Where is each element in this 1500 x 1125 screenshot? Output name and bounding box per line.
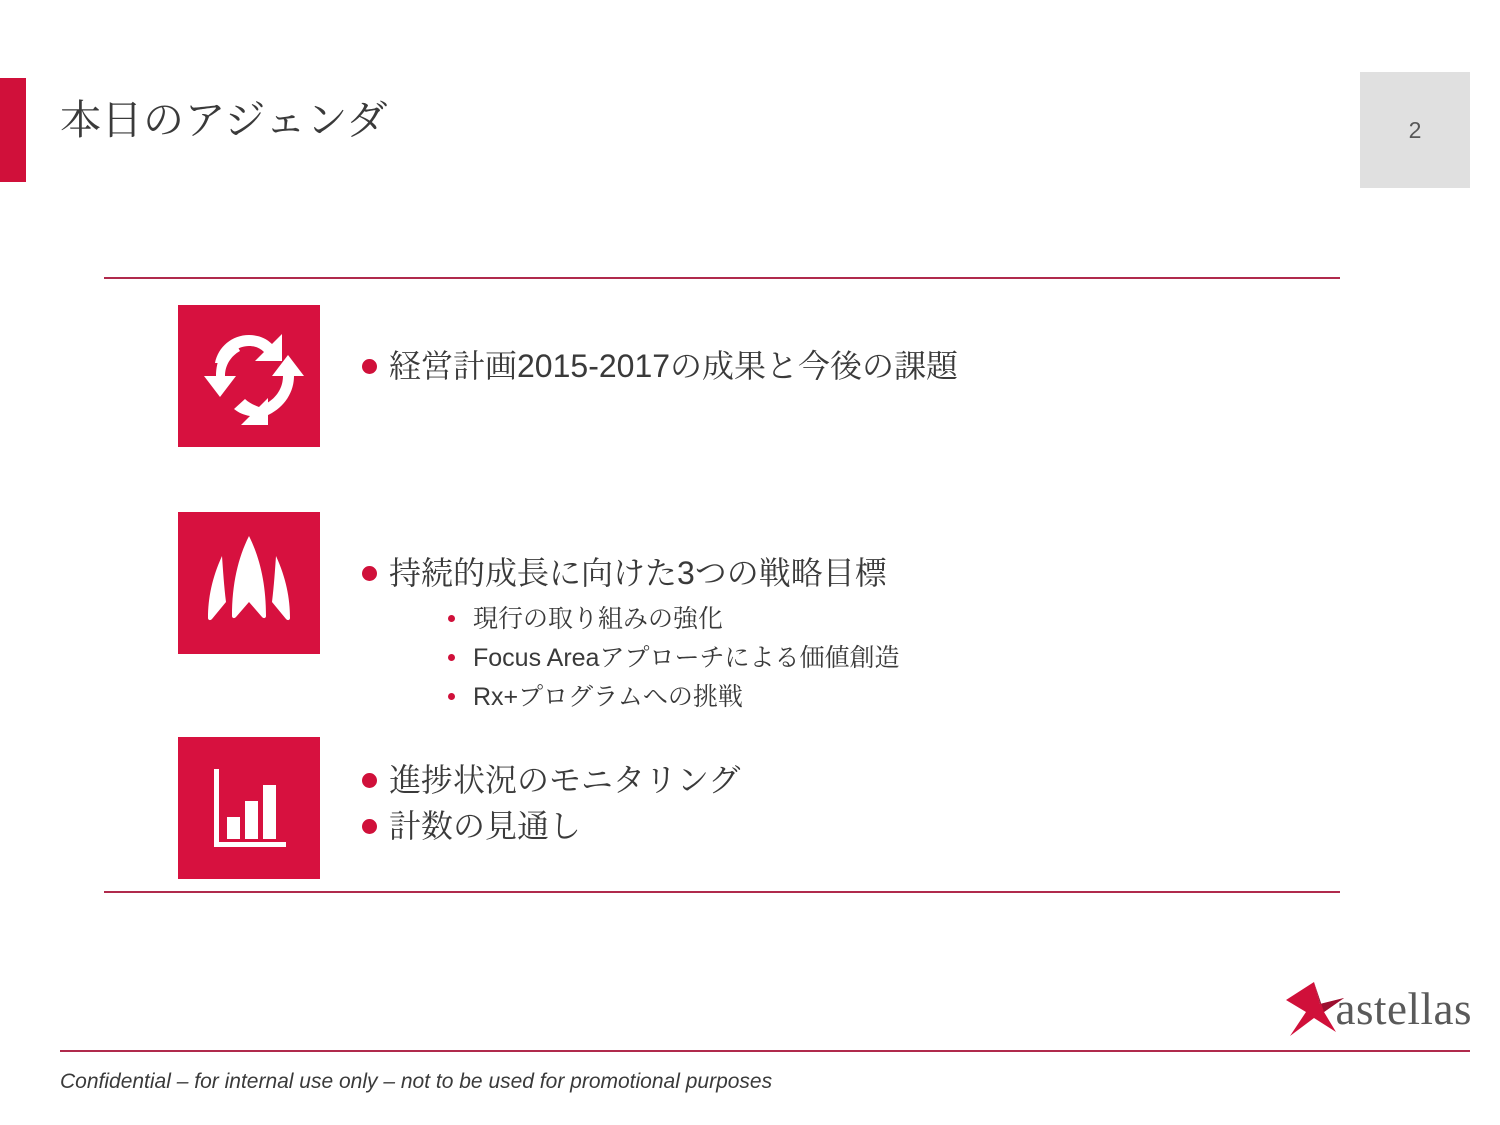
agenda-row-2-text [362, 512, 899, 717]
sub-bullet-dot-icon [448, 654, 455, 661]
agenda-bullet-label: 進捗状況のモニタリング [389, 762, 741, 798]
agenda-bullet [362, 757, 740, 803]
sub-item-label: 現行の取り組みの強化 [473, 605, 724, 634]
list-item [448, 600, 899, 639]
footer-note: Confidential – for internal use only – not to be used for promotional purposes [60, 1070, 773, 1093]
agenda-row-3 [104, 737, 1344, 879]
agenda-bullet-label: 計数の見通し [389, 808, 582, 845]
page-title: 本日のアジェンダ [60, 97, 388, 143]
agenda-bullet [362, 803, 740, 849]
divider-top [104, 277, 1340, 279]
agenda-bullet [362, 550, 899, 596]
agenda-sub-list [448, 600, 899, 716]
footer-divider [60, 1050, 1470, 1052]
list-item [448, 639, 899, 678]
arrows-up-icon [178, 512, 320, 654]
divider-bottom [104, 891, 1340, 893]
sub-item-label: Rx+プログラムへの挑戦 [473, 682, 743, 711]
agenda-bullet [362, 343, 958, 389]
bullet-dot-icon [362, 566, 377, 581]
astellas-logo [1284, 980, 1472, 1038]
list-item [448, 678, 899, 717]
bullet-dot-icon [362, 773, 377, 788]
agenda-bullet-label: 持続的成長に向けた3つの戦略目標 [389, 555, 887, 591]
agenda-bullet-label: 経営計画2015-2017の成果と今後の課題 [389, 348, 959, 384]
bar-chart-icon [178, 737, 320, 879]
agenda-row-3-text [362, 737, 740, 850]
logo-text: astellas [1335, 983, 1472, 1034]
bullet-dot-icon [362, 359, 377, 374]
bullet-dot-icon [362, 819, 377, 834]
sub-item-label: Focus Areaアプローチによる価値創造 [473, 644, 900, 673]
agenda-row-2 [104, 512, 1344, 717]
sub-bullet-dot-icon [448, 693, 455, 700]
title-accent-bar [0, 78, 26, 182]
page-number: 2 [1408, 116, 1422, 143]
sub-bullet-dot-icon [448, 615, 455, 622]
agenda-row-1-text [362, 305, 958, 389]
agenda-row-1 [104, 305, 1344, 447]
recycle-arrows-icon [178, 305, 320, 447]
